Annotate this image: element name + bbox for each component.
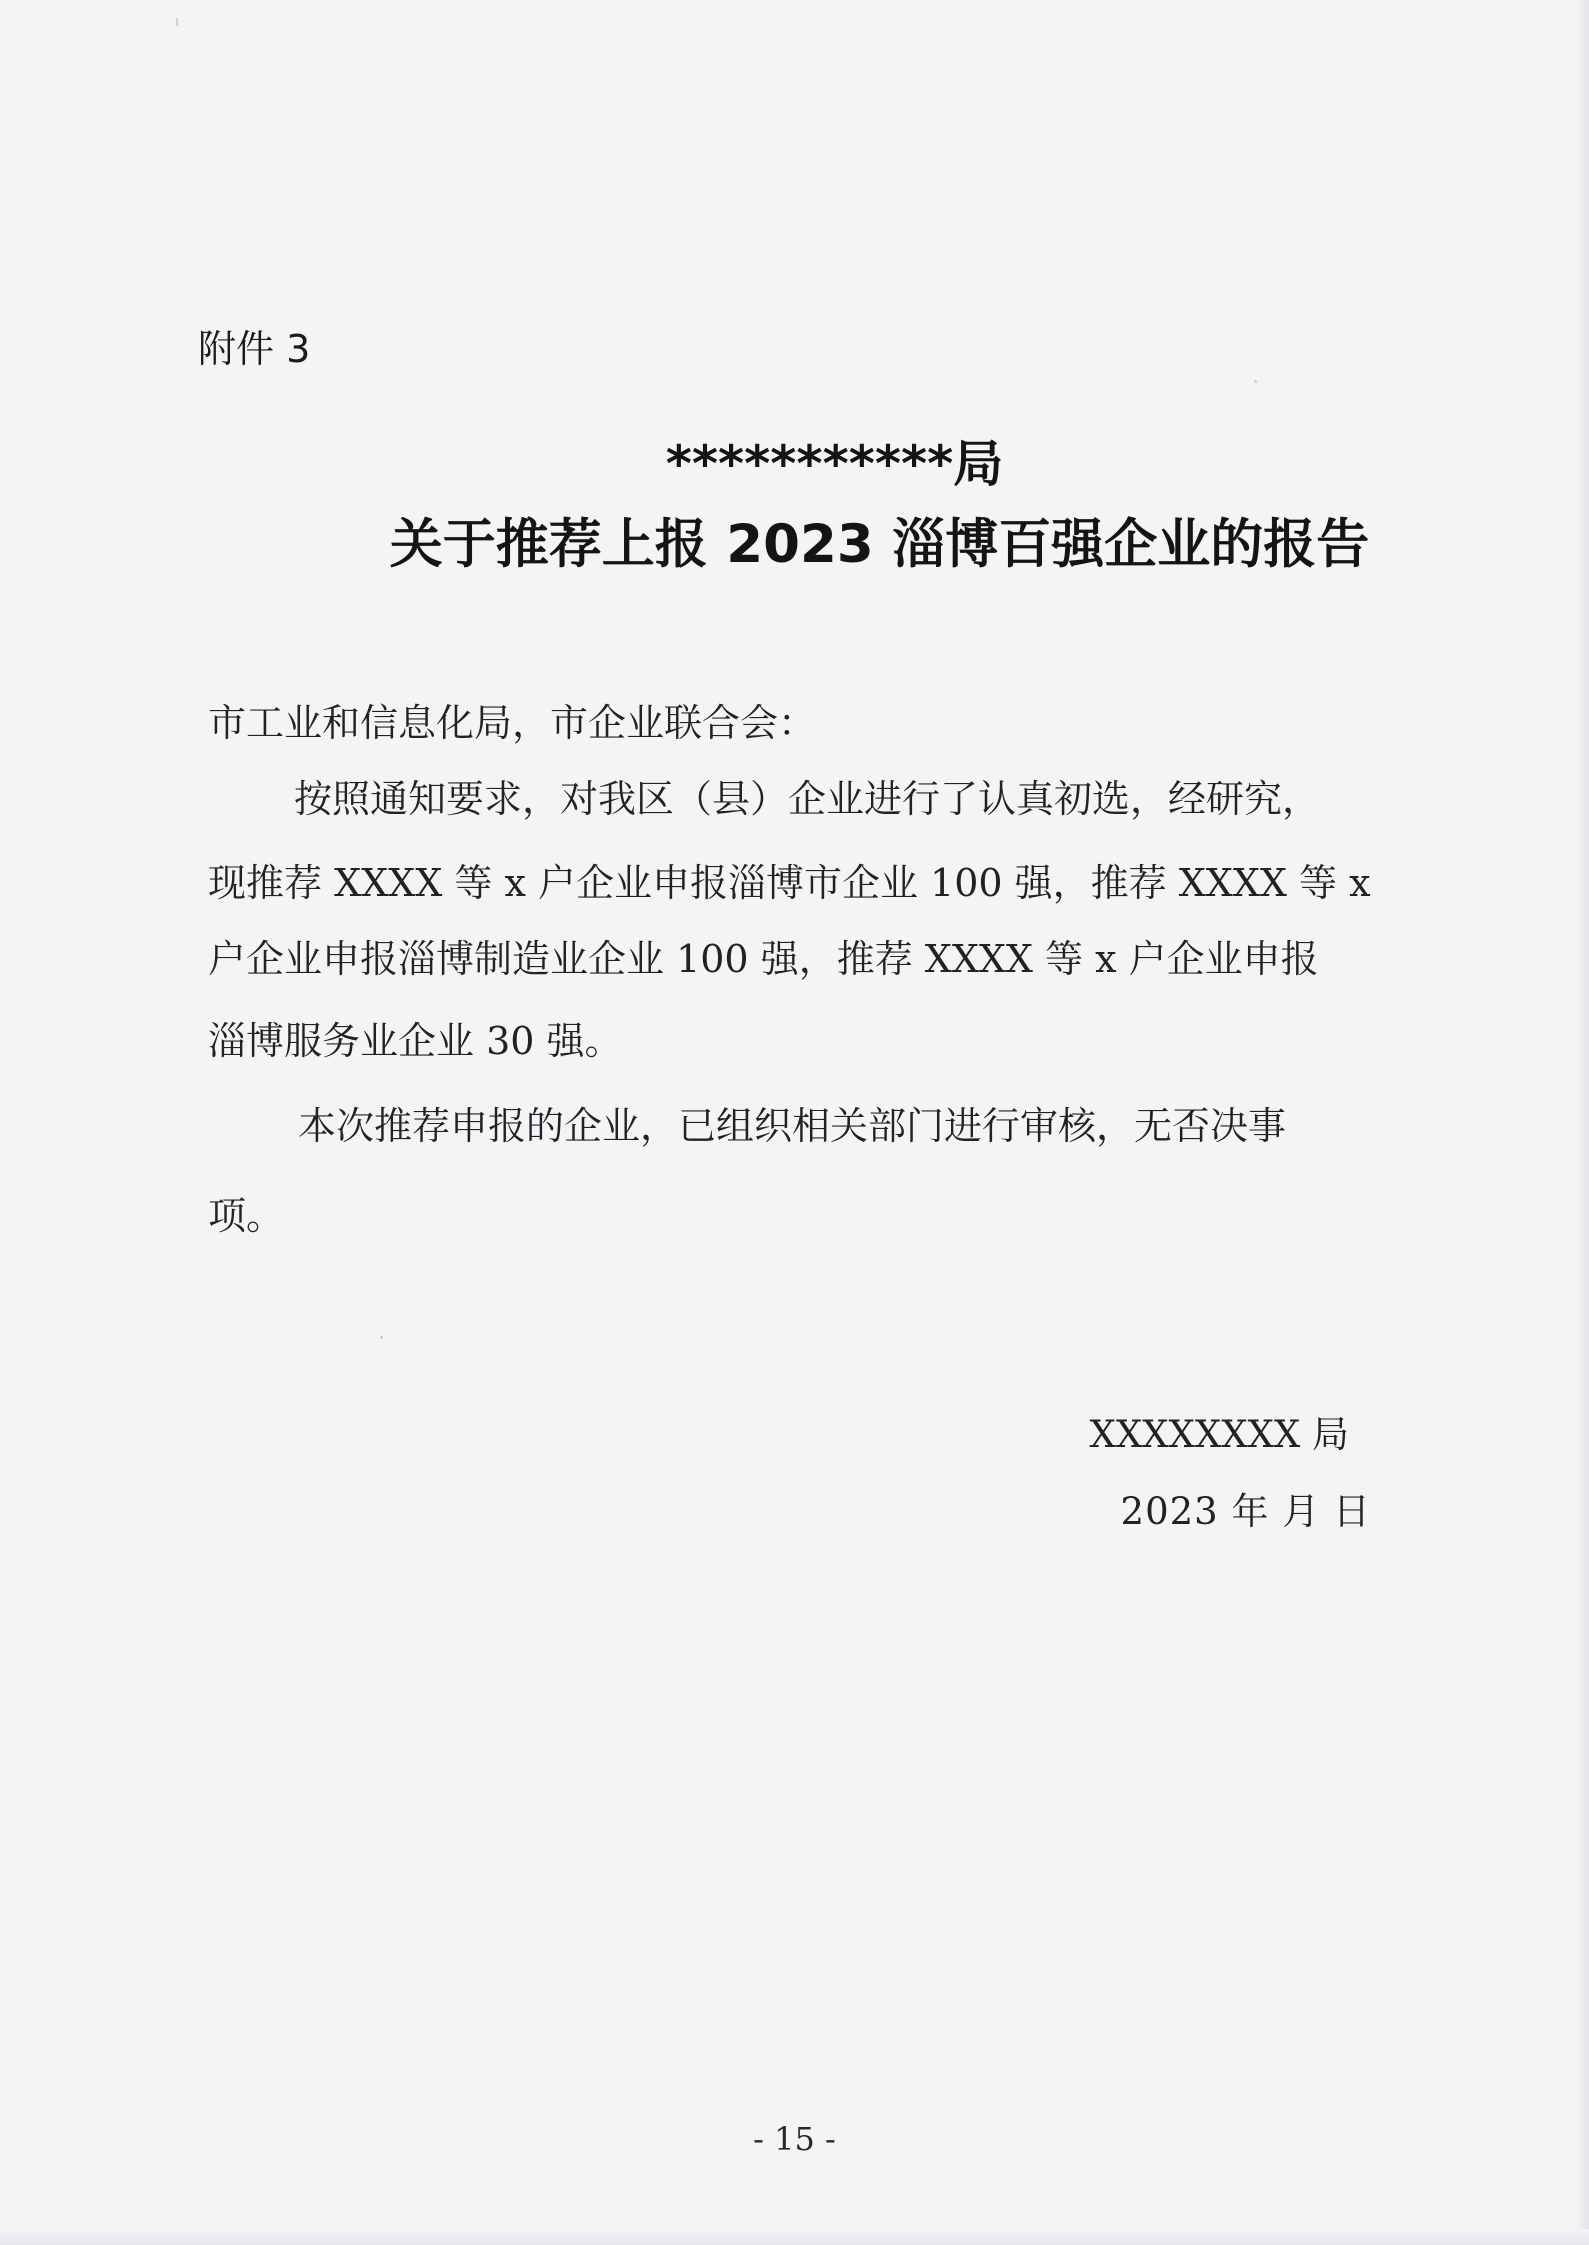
signature-date: 2023 年 月 日 xyxy=(1120,1490,1371,1533)
paragraph-2-line: 项。 xyxy=(208,1194,285,1238)
paragraph-1-line: 户企业申报淄博制造业企业 100 强，推荐 XXXX 等 x 户企业申报 xyxy=(208,937,1319,981)
paragraph-1-line: 现推荐 XXXX 等 x 户企业申报淄博市企业 100 强，推荐 XXXX 等 x xyxy=(208,861,1371,905)
page-edge-shadow xyxy=(1575,0,1589,2245)
paragraph-2-line: 本次推荐申报的企业，已组织相关部门进行审核，无否决事 xyxy=(298,1104,1287,1148)
attachment-label: 附件 3 xyxy=(198,327,311,371)
paragraph-1-line: 按照通知要求，对我区（县）企业进行了认真初选，经研究， xyxy=(294,777,1321,821)
signature-org: XXXXXXXX 局 xyxy=(1089,1413,1349,1456)
title-issuer: ***********局 xyxy=(665,435,1004,493)
scan-speck xyxy=(1254,380,1257,383)
title-main: 关于推荐上报 2023 淄博百强企业的报告 xyxy=(389,514,1370,575)
scan-mark xyxy=(176,18,178,26)
page-number: - 15 - xyxy=(753,2120,836,2158)
page-edge-shadow xyxy=(0,2229,1589,2245)
paragraph-1-line: 淄博服务业企业 30 强。 xyxy=(208,1019,623,1063)
scan-speck xyxy=(380,1336,383,1339)
salutation: 市工业和信息化局，市企业联合会： xyxy=(208,701,817,745)
